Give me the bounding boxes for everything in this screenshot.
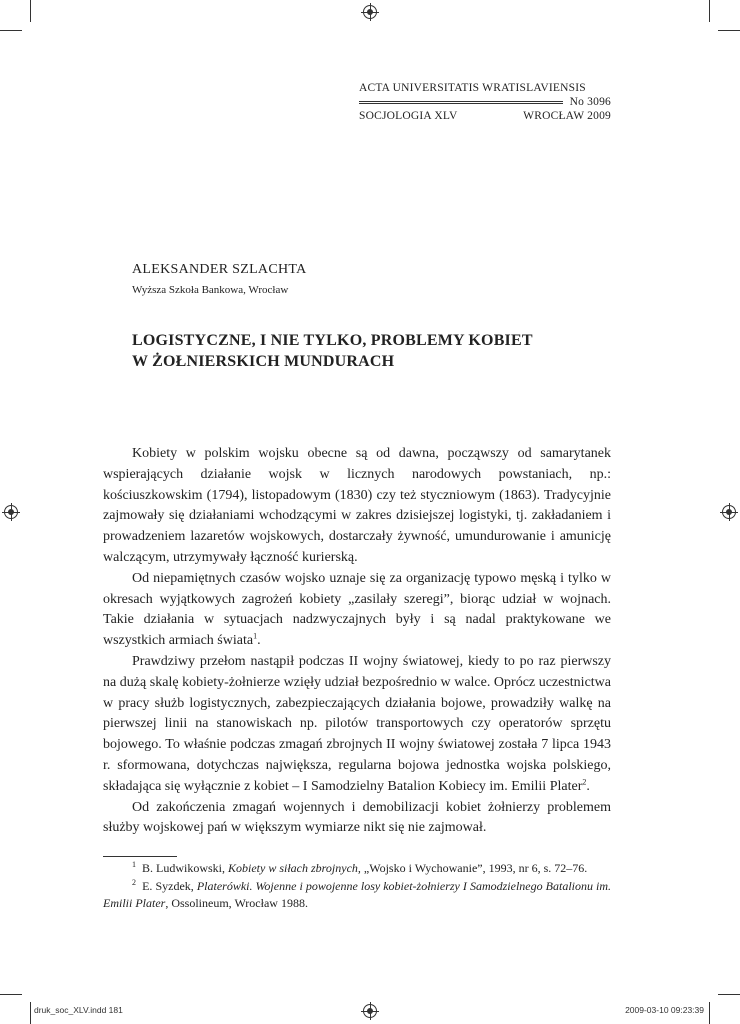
registration-mark-icon — [722, 505, 736, 519]
crop-mark — [718, 30, 740, 31]
author-name: ALEKSANDER SZLACHTA — [132, 262, 307, 277]
footnotes — [103, 860, 611, 913]
crop-mark — [709, 0, 710, 22]
crop-mark — [0, 30, 22, 31]
crop-mark — [0, 994, 22, 995]
series-name: SOCJOLOGIA XLV — [359, 110, 458, 122]
place-year: WROCŁAW 2009 — [523, 110, 611, 122]
article-title — [132, 330, 533, 372]
footnote: $^2$ E. Syzdek, Platerówki. Wojenne i powojenne losy kobiet-żołnierzy I Samodzielnego Batalionu im. Emilii Plater, Ossolineum, Wrocław 1988. — [103, 877, 612, 910]
crop-mark — [30, 1002, 31, 1024]
article-body — [103, 444, 611, 839]
slug-file: druk_soc_XLV.indd 181 — [34, 1005, 123, 1015]
header-meta — [359, 110, 611, 122]
crop-mark — [718, 994, 740, 995]
footnote: $^1$ B. Ludwikowski, Kobiety w siłach zbrojnych, „Wojsko i Wychowanie”, 1993, nr 6, s. 72–76. — [132, 860, 588, 875]
paragraph: Kobiety w polskim wojsku obecne są od dawna, począwszy od samarytanek wspierających działanie wojsk w licznych narodowych powstaniach, np.: kościuszkowskim (1794), listopadowym (1830) czy też styczniowym (1863). Tradycyjnie zajmowały się działaniami wchodzącymi w zakres dzisiejszej logistyki, tj. zakładaniem i prowadzeniem lazaretów wojskowych, dostarczały żywność, umundurowanie i amunicję walczącym, utrzymywały łączność kurierską. — [103, 446, 611, 565]
footnote-rule — [103, 856, 177, 857]
registration-mark-icon — [4, 505, 18, 519]
author-affiliation: Wyższa Szkoła Bankowa, Wrocław — [132, 284, 289, 296]
paragraph: Od zakończenia zmagań wojennych i demobilizacji kobiet żołnierzy problemem służby wojskowej pań w większym wymiarze nikt się nie zajmował. — [103, 799, 611, 836]
footnote-ref[interactable]: 1 — [253, 631, 258, 641]
title-line: LOGISTYCZNE, I NIE TYLKO, PROBLEMY KOBIET — [132, 332, 533, 349]
journal-name: ACTA UNIVERSITATIS WRATISLAVIENSIS — [359, 82, 586, 94]
crop-mark — [30, 0, 31, 22]
title-line: W ŻOŁNIERSKICH MUNDURACH — [132, 353, 395, 370]
paragraph: Od niepamiętnych czasów wojsko uznaje się za organizację typowo męską i tylko w okresach wyjątkowych zagrożeń kobiety „zasilały szeregi”, biorąc udział w wojnach. Takie działania w sytuacjach nadzwyczajnych były i są nadal praktykowane we wszystkich armiach świata$^1$. — [103, 570, 611, 649]
crop-mark — [709, 1002, 710, 1024]
issue-number: No 3096 — [569, 96, 611, 108]
footnote-ref[interactable]: 2 — [582, 777, 587, 787]
registration-mark-icon — [363, 1004, 377, 1018]
slug-timestamp: 2009-03-10 09:23:39 — [625, 1005, 704, 1015]
registration-mark-icon — [363, 5, 377, 19]
paragraph: Prawdziwy przełom nastąpił podczas II wojny światowej, kiedy to po raz pierwszy na dużą skalę kobiety-żołnierze wzięły udział bezpośrednio w walce. Oprócz uczestnictwa w pracy służb logistycznych, zabezpieczających działania bojowe, prowadziły walkę na pierwszej linii na stanowiskach np. pilotów transportowych czy operatorów sprzętu bojowego. To właśnie podczas zmagań zbrojnych II wojny światowej została 7 lipca 1943 r. sformowana, dotychczas największa, regularna bojowa jednostka wojska polskiego, składająca się wyłącznie z kobiet – I Samodzielny Batalion Kobiecy im. Emilii Plater$^2$. — [103, 653, 611, 794]
